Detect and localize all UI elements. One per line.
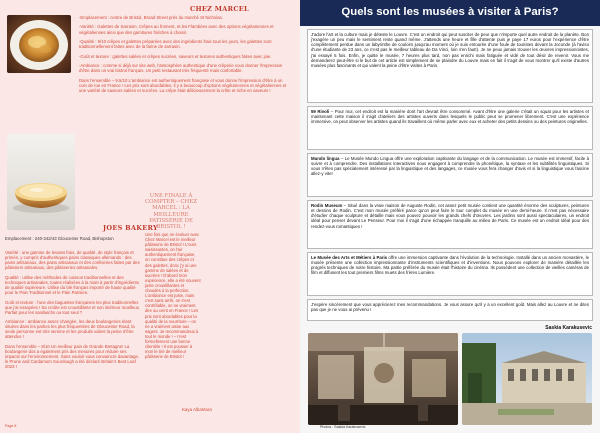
paragraph-text: J'adore l'art et la culture mais je déteste le Louvre. C'est un endroit qui peut susciter de peur que n'importe quel autre endroit de la planète. Bon j'exagère un peu mais le sentiment reste quand même. J'attends une heure et fille d'attente puis je paye 17 euros pour l'expérience d'être complètement perdue dans un labyrinthe de couloirs jusqu'au moment où je suis entourée d'une foule de touristes devant la Joconde (à l'aviso d'une étudiante de 23 ans, ce n'est pas le meilleur tableau de Da Vinci, loin s'en faut!). Je ne peux jamais trouver les œuvres impressionnistes, j'ai essayé 5 fois. Enfin, je quitte le musée, 7 heures plus tard, non pas enrichi mais fatiguée et vidé de tout désir de revenir. Vous me demanderez peut-être si le but de cet article est simplement de se plaindre du Louvre mais en fait il s'agit de vous montrer qu'il existe d'autres musées plus fascinants et qui valent la peine d'être visites à Paris. — [311, 32, 589, 68]
author-signature: Saskia Karakusevic — [545, 325, 592, 331]
review-paragraph: -Emplacement : centre de Bristol, Broad Street près du marché St Nicholas. — [79, 15, 224, 20]
review-paragraph: Dans l'ensemble – 8/10 Un meilleur pain de Grande Bretagne! La boulangerie dos a également pris des mesures pour réduire ses impacts sur l'environnement. Sans vouloir vous convaincre davantage, le Prune and Cardamom Sourdough a été déclaré Britain's Best Loaf 2023 ! — [5, 343, 140, 370]
article-mundo-lingua — [307, 153, 593, 197]
side-column-text: Une fois que on évoluer avec Chez Marcel est le meilleur pâtisserie de Bristol ! L'ours saisissantes, on l'air authentiquement française, on constitue des crêpes et des galettes, donc j'y ai une gamme de salées et de sucrées ! D'abord mon expérience, elle a été souvent juste croustillantes et chaudes à la perfection. L'ambiance est juste, mais c'est sans arrêt, on s'est contrôlable, on ne vraiment dire au ceint en France ! Les prix sont abordables pour la qualité de la nourriture – on ne a vraiment aisse aux sagent. Je recommanderai à tout le monde ! – n'est formellement une bonne clientèle ! Il est pousser à mon le tiré de mellieur pâtisserie de Bristol ! — [145, 232, 201, 360]
article-conclusion — [307, 299, 593, 321]
rodin-museum-photo — [462, 333, 592, 425]
museum-interior-photo — [308, 333, 458, 425]
joes-bakery-review — [5, 250, 141, 374]
joes-bakery-location: Emplacement : 240-242/43 Gloucester Road, Bishopston — [5, 236, 114, 241]
paragraph-text: J'espère sincèrement que vous apprécierez mes recommandations. Je vous assure qu'il y a un excellent goût. Mais allez au Louvre et ne dites pas que je ne vous ai prévenu ! — [311, 302, 589, 313]
right-page — [300, 0, 600, 433]
review-paragraph: -Ambiance : comme si déjà sur site web, l'atmosphère authentique d'une crêperie vous donner l'impression d'être dans un vrai bistrot français. Un petit restaurant très fréquenté mais confortable. — [79, 63, 283, 74]
paragraph-text: offre une immersion captivante dans l'évolution de la technologie. Installé dans un ancien monastère, le musée présente une collection impressionnante d'instruments scientifiques et d'inventions. Nous pouvons explorer de manière détaillée les progrès techniques de notre histoire. Ma partie préférée du musée était l'histoire du cinéma. Ils possèdent une collection de vieilles caméras de film et diffusent les tout premiers films muets des frères Lumière. — [311, 255, 589, 276]
chez-marcel-review — [79, 15, 291, 97]
review-paragraph: Qualité : utilise des méthodes de cuisson traditionnelles et des techniques artisanales, toutes réalisées à la main à partir d'ingrédients de qualité supérieure. Utilise du blé français importé de haute qualité pour le Pain Traditionnel et le Pain Parisien. — [5, 274, 139, 296]
paragraph-text: – Pour moi, cet endroit est la manière dont l'art devrait être consommé. Avant d'être une galerie c'était un squat pour les artistes et maintenant cette maison il s'agit d'ateliers des artistes ouverts dans lesquels le public peut se promener librement. C'est une expérience immersive, on peut observer les artistes quand ils travaillent où même parler avec eux et acheter des petits dessins ou des peintures originelles. — [311, 109, 589, 125]
page-number: Page 8 — [5, 424, 17, 428]
review-paragraph: Dans l'ensemble – 9.5/10 L'ambiance est authentiquement française et vous donne l'impression d'être à un coin de rue en France ! Les prix sont abordables, il y a beaucoup d'options végétariennes et végétaliennes et une variété de saveurs salées et sucrées. La crêpe était délicieusement la crête et riche en saveurs ! — [79, 77, 287, 93]
museum-name: Le Musée des Arts et Métiers à Paris — [311, 255, 388, 260]
custard-tart-photo — [7, 134, 75, 230]
section-heading-chez-marcel: CHEZ MARCEL — [190, 5, 249, 13]
paragraph-text: – Situé dans la vraie maison de Auguste Rodin, cet assez petit musée contient une quantité énorme des sculptures, peintures et dessins de Rodin. C'est mon musée préféré parce qu'on peut faire le tour complet du musée en une demi-heure. Il n'est pas nécessaire d'étudier chaque sculpture et détaille mais vous pouvez pouvoir les grands chefs d'œuvres. Les jardins sont aussi spectaculaires, un endroit idéal pour penser devant Le Penseur. Pour moi il s'agit d'une échappée tranquille au milieu de Paris. Ce musée est un endroit idéal pour des rendez-vous romantiques ! — [311, 203, 590, 229]
article-intro — [307, 29, 593, 103]
title-bar — [300, 0, 600, 26]
museum-name: 59 Rivoli — [311, 109, 330, 114]
article-arts-et-metiers — [307, 252, 593, 296]
article-59-rivoli — [307, 106, 593, 150]
museum-name: Rodin Museum — [311, 203, 343, 208]
croque-monsieur-photo — [7, 15, 71, 73]
article-rodin-museum — [307, 200, 593, 249]
review-paragraph: Goût et texture : l'une des baguettes françaises les plus traditionnelles que j'ai essayées ! Sa croûte est croustillante et son intérieur moelleux. Parfait pour les sandwichs ou tout seul ? — [5, 299, 141, 315]
page-title: Quels sont les musées à visiter à Paris? — [341, 6, 559, 18]
review-paragraph: -Qualité : 9/10 crêpes et galettes préparées avec des ingrédients frais tous les jours, les galettes sont traditionnellement faites avec de la farine de sarrasin. — [79, 39, 272, 50]
review-paragraph: Ambiance : ambiance assez changée, les deux boulangeries étant situées dans les parties les plus fréquentées de Gloucester Road, la seule personne est très sereine et les produits valent la peine d'être attendus ! — [5, 319, 135, 340]
photo-credit: Photos : Saskia Karakusevic — [320, 425, 366, 429]
review-paragraph: Variété : une gamme de levains frais, de qualité, de style français et primés, y compris d'authentiques pains classiques allemands : des pains artisanaux, des pains artisanaux et des confiseries faites par des pâtissiers artisanaux, des pâtisseries artisanales. — [5, 250, 140, 271]
museum-name: Mundo lingua — [311, 156, 340, 161]
review-paragraph: -Variété : Galettes de Sarrasin, Crêpes au froment, et les Flambées avec des options végétariennes et végétaliennes ainsi que des garnitures fraîches à choisir. — [79, 24, 274, 35]
author-name: Kaya Albantara — [182, 407, 212, 412]
review-paragraph: -Goût et texture : galettes salées et crêpes sucrées, saveurs et textures authentiques faites avec joie. — [79, 53, 272, 59]
pull-quote: UNE FINALE À COMPTER – CHEZ MARCEL : LA MEILLEURE PATISSERIE DE BRISTOL ! — [145, 193, 197, 231]
section-heading-joes-bakery: JOES BAKERY — [103, 224, 158, 232]
paragraph-text: – Le Musée Mundo Lingua offre une exploration captivante du langage et de la communication. Le musée est immersif, facile à suivre et à comprendre. Des installations interactives nous engagent à comprendre la phonétique, la syntaxe et les subtilités linguistiques. Si vous n'êtes pas spécialement intéressé par la linguistique et des langages, ce musée vous fera changer d'avis et si la linguistique vous fascine allez-y vite! — [311, 156, 589, 177]
